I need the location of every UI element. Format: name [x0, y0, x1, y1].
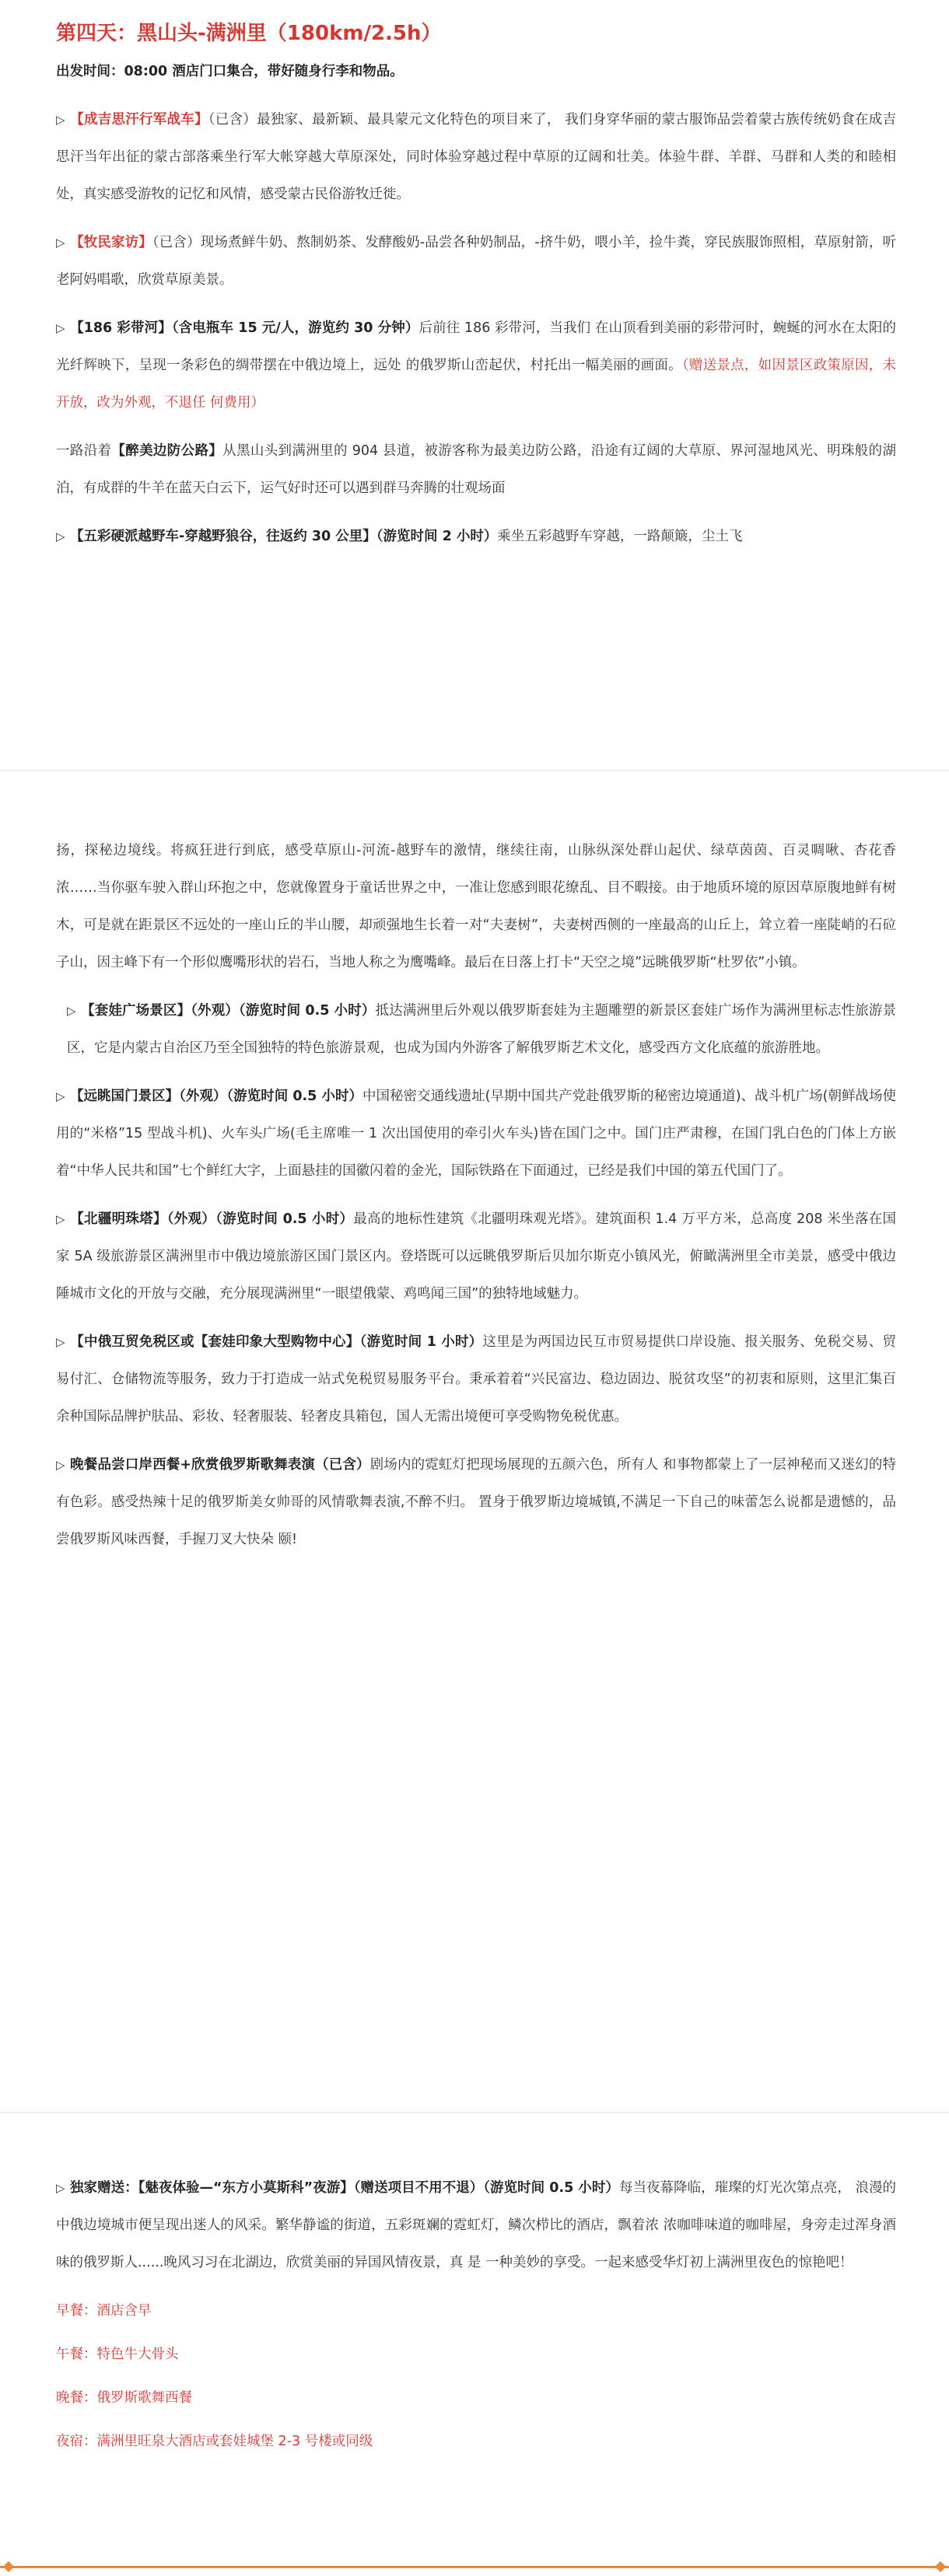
item-pearl-tower-body: 最高的地标性建筑《北疆明珠观光塔》。建筑面积 1.4 万平方米，总高度 208 米坐落在国家 5A 级旅游景区满洲里市中俄边境旅游区国门景区内。登塔既可以远眺俄罗斯后贝加尔斯克小镇风光，俯瞰满洲里全市美景，感受中俄边陲城市文化的开放与交融，充分展现满洲里“一眼望俄蒙、鸡鸣闻三国”的独特地域魅力。 — [56, 1211, 896, 1302]
triangle-bullet-icon: ▷ — [56, 1089, 65, 1103]
item-herdsman-visit — [56, 224, 896, 299]
item-border-road-title: 【醉美边防公路】 — [111, 443, 223, 459]
item-herdsman-visit-title: 【牧民家访】 — [70, 235, 152, 250]
itinerary-section-3 — [56, 2169, 896, 2466]
triangle-bullet-icon: ▷ — [56, 1458, 65, 1472]
item-matryoshka-square — [56, 992, 896, 1067]
meal-lunch: 午餐：特色牛大骨头 — [56, 2347, 179, 2362]
item-national-gate-body: 中国秘密交通线遗址(早期中国共产党赴俄罗斯的秘密边境通道)、战斗机广场(朝鲜战场使用的“米格”15 型战斗机)、火车头广场(毛主席唯一 1 次出国使用的牵引火车头)皆在国门之中。国门庄严肃穆，在国门乳白色的门体上方嵌着“中华人民共和国”七个鲜红大字，上面悬挂的国徽闪着的金光，国际铁路在下面通过，已经是我们中国的第五代国门了。 — [56, 1089, 897, 1179]
triangle-bullet-icon: ▷ — [56, 1335, 65, 1349]
item-national-gate-title: 【远眺国门景区】（外观）（游览时间 0.5 小时） — [70, 1089, 362, 1104]
item-duty-free-body: 这里是为两国边民互市贸易提供口岸设施、报关服务、免税交易、贸易付汇、仓储物流等服务，致力于打造成一站式免税贸易服务平台。秉承着着“兴民富边、稳边固边、脱贫攻坚”的初衷和原则，这里汇集百余种国际品牌护肤品、彩妆、轻奢服装、轻奢皮具箱包，国人无需出境便可享受购物免税优惠。 — [56, 1334, 897, 1424]
item-national-gate — [56, 1078, 896, 1190]
triangle-bullet-icon: ▷ — [56, 1212, 65, 1226]
triangle-bullet-icon: ▷ — [56, 321, 65, 335]
triangle-bullet-icon: ▷ — [56, 113, 65, 127]
item-dinner-show-body: 剧场内的霓虹灯把现场展现的五颜六色，所有人 和事物都蒙上了一层神秘而又迷幻的特有色彩。感受热辣十足的俄罗斯美女帅哥的风情歌舞表演,不醉不归。 置身于俄罗斯边境城镇,不满足一下自己的味蕾怎么说都是遗憾的，品尝俄罗斯风味西餐，手握刀叉大快朵 颐! — [56, 1457, 896, 1547]
item-border-road-body: 从黑山头到满洲里的 904 县道，被游客称为最美边防公路，沿途有辽阔的大草原、界河湿地风光、明珠般的湖泊，有成群的牛羊在蓝天白云下，运气好时还可以遇到群马奔腾的壮观场面 — [56, 443, 897, 496]
page-divider — [0, 2112, 949, 2113]
item-herdsman-visit-body: （已含）现场煮鲜牛奶、熬制奶茶、发酵酸奶-品尝各种奶制品，-挤牛奶，喂小羊，捡牛粪，穿民族服饰照相，草原射箭，听老阿妈唱歌，欣赏草原美景。 — [56, 235, 896, 288]
item-pearl-tower — [56, 1201, 896, 1312]
item-dinner-show-title: 晚餐品尝口岸西餐+欣赏俄罗斯歌舞表演（已含） — [70, 1457, 370, 1473]
item-duty-free-title: 【中俄互贸免税区或【套娃印象大型购物中心】（游览时间 1 小时） — [70, 1334, 483, 1350]
item-ribbon-river-body: 后前往 186 彩带河，当我们 在山顶看到美丽的彩带河时，蜿蜒的河水在太阳的光纤辉映下，呈现一条彩色的绸带摆在中俄边境上，远处 的俄罗斯山峦起伏，村托出一幅美丽的画面。 — [56, 320, 896, 373]
item-border-road-pre: 一路沿着 — [56, 443, 112, 459]
triangle-bullet-icon: ▷ — [56, 2181, 65, 2195]
itinerary-section-2 — [56, 832, 896, 1569]
item-pearl-tower-title: 【北疆明珠塔】（外观）（游览时间 0.5 小时） — [70, 1211, 354, 1227]
item-dinner-show — [56, 1446, 896, 1558]
triangle-bullet-icon: ▷ — [56, 530, 65, 544]
triangle-bullet-icon: ▷ — [67, 1004, 76, 1018]
meal-breakfast: 早餐：酒店含早 — [56, 2303, 152, 2319]
meal-dinner: 晚餐：俄罗斯歌舞西餐 — [56, 2390, 192, 2406]
day-title: 第四天：黑山头-满洲里（180km/2.5h） — [56, 22, 442, 45]
item-war-chariot-body: （已含）最独家、最新颖、最具蒙元文化特色的项目来了， 我们身穿华丽的蒙古服饰品尝着蒙古族传统奶食在成吉思汗当年出征的蒙古部落乘坐行军大帐穿越大草原深处，同时体验穿越过程中草原的辽阔和壮美。体验牛群、羊群、马群和人类的和睦相处，真实感受游牧的记忆和风情，感受蒙古民俗游牧迁徙。 — [56, 112, 897, 202]
item-night-tour — [56, 2169, 896, 2281]
meal-hotel: 夜宿：满洲里旺泉大酒店或套娃城堡 2-3 号楼或同级 — [56, 2434, 373, 2449]
item-offroad-continued: 扬，探秘边境线。将疯狂进行到底，感受草原山-河流-越野车的激情，继续往南，山脉纵深处群山起伏、绿草茵茵、百灵啁啾、杏花香浓……当你驱车驶入群山环抱之中，您就像置身于童话世界之中，一准让您感到眼花缭乱、目不暇接。由于地质环境的原因草原腹地鲜有树木，可是就在距景区不远处的一座山丘的半山腰，却顽强地生长着一对“夫妻树”，夫妻树西侧的一座最高的山丘上，耸立着一座陡峭的石砬子山，因主峰下有一个形似鹰嘴形状的岩石，当地人称之为鹰嘴峰。最后在日落上打卡“天空之境”远眺俄罗斯“杜罗依”小镇。 — [56, 843, 896, 970]
item-offroad — [56, 518, 896, 555]
item-night-tour-title: 独家赠送：【魅夜体验—“东方小莫斯科”夜游】（赠送项目不用不退）（游览时间 0.5 小时） — [70, 2180, 619, 2196]
triangle-bullet-icon: ▷ — [56, 236, 65, 250]
item-war-chariot-title: 【成吉思汗行军战车】 — [70, 112, 208, 128]
item-night-tour-body: 每当夜幕降临，璀璨的灯光次第点亮， 浪漫的中俄边境城市便呈现出迷人的风采。繁华静谧的街道，五彩斑斓的霓虹灯，鳞次栉比的酒店，飘着浓 浓咖啡味道的咖啡屋，身旁走过浑身酒味的俄罗斯人......晚风习习在北湖边，欣赏美丽的异国风情夜景，真 是 一种美妙的享受。一起来感受华灯初上满洲里夜色的惊艳吧！ — [56, 2180, 896, 2270]
item-offroad-title: 【五彩硬派越野车-穿越野狼谷，往返约 30 公里】（游览时间 2 小时） — [70, 529, 498, 544]
item-ribbon-river-note: （赠送景点，如因景区政策原因，未开放，改为外观，不退任 何费用） — [56, 358, 896, 411]
itinerary-section-1 — [56, 14, 896, 555]
item-matryoshka-square-body: 抵达满洲里后外观以俄罗斯套娃为主题雕塑的新景区套娃广场作为满洲里标志性旅游景区，它是内蒙古自治区乃至全国独特的特色旅游景观，也成为国内外游客了解俄罗斯艺术文化，感受西方文化底蕴的旅游胜地。 — [67, 1003, 897, 1056]
item-duty-free — [56, 1323, 896, 1435]
item-border-road — [56, 432, 896, 507]
bottom-decoration-line — [0, 2566, 949, 2568]
page-divider — [0, 770, 949, 771]
bottom-decoration-diamond — [935, 2561, 946, 2572]
item-ribbon-river — [56, 309, 896, 421]
item-matryoshka-square-title: 【套娃广场景区】（外观）（游览时间 0.5 小时） — [81, 1003, 376, 1019]
item-ribbon-river-title: 【186 彩带河】（含电瓶车 15 元/人，游览约 30 分钟） — [70, 320, 419, 336]
departure-time: 出发时间：08:00 酒店门口集合，带好随身行李和物品。 — [56, 64, 404, 79]
bottom-decoration-diamond — [3, 2561, 14, 2572]
item-war-chariot — [56, 101, 896, 213]
item-offroad-body: 乘坐五彩越野车穿越，一路颠簸，尘土飞 — [497, 529, 743, 544]
